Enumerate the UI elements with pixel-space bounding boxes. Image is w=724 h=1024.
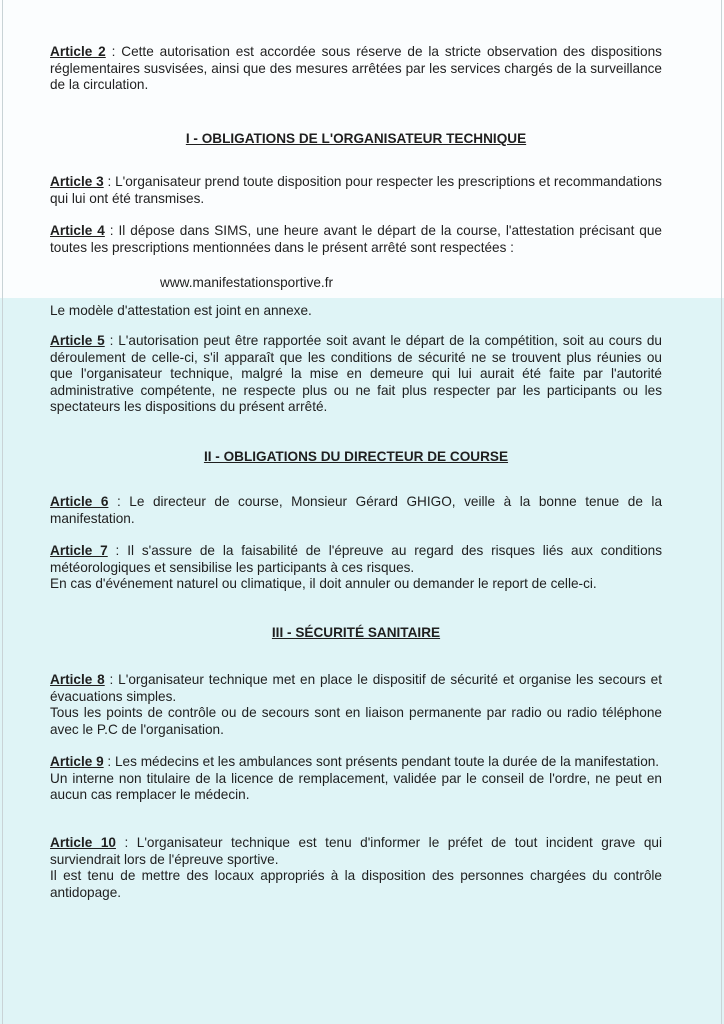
article-3-text: L'organisateur prend toute disposition pour respecter les prescriptions et recommandations qui lui ont été transmises. bbox=[50, 174, 662, 206]
article-10-text: L'organisateur technique est tenu d'informer le préfet de tout incident grave qui surviendrait lors de l'épreuve sportive. bbox=[50, 835, 662, 867]
article-4-note bbox=[50, 303, 662, 320]
article-2-label: Article 2 bbox=[50, 44, 106, 59]
section-1-title: I - OBLIGATIONS DE L'ORGANISATEUR TECHNIQUE bbox=[185, 131, 527, 146]
article-7 bbox=[50, 543, 662, 593]
article-10-separator: : bbox=[115, 835, 137, 850]
article-4-note-text: Le modèle d'attestation est joint en annexe. bbox=[50, 303, 312, 318]
article-4-text: Il dépose dans SIMS, une heure avant le départ de la course, l'attestation précisant que toutes les prescriptions mentionnées dans le présent arrêté sont respectées : bbox=[50, 223, 662, 255]
article-5 bbox=[50, 333, 662, 416]
article-7-separator: : bbox=[107, 543, 128, 558]
article-4-label: Article 4 bbox=[50, 223, 105, 238]
article-8-separator: : bbox=[104, 672, 119, 687]
article-8-label: Article 8 bbox=[50, 672, 105, 687]
article-9-label: Article 9 bbox=[50, 754, 104, 769]
article-6-text: Le directeur de course, Monsieur Gérard GHIGO, veille à la bonne tenue de la manifestation. bbox=[50, 494, 662, 526]
article-9 bbox=[50, 754, 662, 804]
article-3-label: Article 3 bbox=[50, 174, 104, 189]
page-right-edge bbox=[721, 0, 722, 1024]
article-6 bbox=[50, 494, 662, 527]
article-10-text-2: Il est tenu de mettre des locaux appropriés à la disposition des personnes chargées du contrôle antidopage. bbox=[50, 868, 662, 900]
section-3-title: III - SÉCURITÉ SANITAIRE bbox=[271, 625, 441, 640]
article-8 bbox=[50, 672, 662, 738]
article-7-text: Il s'assure de la faisabilité de l'épreuve au regard des risques liés aux conditions météorologiques et sensibilise les participants à ces risques. bbox=[50, 543, 662, 575]
attestation-url: www.manifestationsportive.fr bbox=[160, 275, 334, 290]
article-6-label: Article 6 bbox=[50, 494, 109, 509]
article-10 bbox=[50, 835, 662, 901]
article-3 bbox=[50, 174, 662, 207]
article-4-separator: : bbox=[104, 223, 119, 238]
article-5-text: L'autorisation peut être rapportée soit avant le départ de la compétition, soit au cours du déroulement de celle-ci, s'il apparaît que les conditions de sécurité ne se trouvent plus réunies ou que l'organisateur technique, malgré la mise en demeure qui lui aurait été faite par l'autorité administrative compétente, ne respecte plus ou ne fait plus respecter par les participants ou les spectateurs les dispositions du présent arrêté. bbox=[50, 333, 662, 415]
page-left-edge bbox=[2, 0, 3, 1024]
article-4 bbox=[50, 223, 662, 256]
article-2-text: Cette autorisation est accordée sous réserve de la stricte observation des dispositions réglementaires susvisées, ainsi que des mesures arrêtées par les services chargés de la surveillance de la circulation. bbox=[50, 44, 662, 93]
article-9-text-2: Un interne non titulaire de la licence de remplacement, validée par le conseil de l'ordre, ne peut en aucun cas remplacer le médecin. bbox=[50, 770, 662, 803]
article-9-separator: : bbox=[103, 754, 115, 769]
article-2-separator: : bbox=[105, 44, 122, 59]
article-7-text-2: En cas d'événement naturel ou climatique, il doit annuler ou demander le report de celle-ci. bbox=[50, 576, 597, 592]
article-10-label: Article 10 bbox=[50, 835, 116, 850]
article-6-separator: : bbox=[108, 494, 130, 509]
article-5-label: Article 5 bbox=[50, 333, 105, 348]
section-2-title: II - OBLIGATIONS DU DIRECTEUR DE COURSE bbox=[203, 449, 509, 464]
article-7-label: Article 7 bbox=[50, 543, 108, 558]
article-8-text: L'organisateur technique met en place le dispositif de sécurité et organise les secours et évacuations simples. bbox=[50, 672, 662, 704]
article-5-separator: : bbox=[104, 333, 119, 348]
article-3-separator: : bbox=[103, 174, 116, 189]
article-9-text: Les médecins et les ambulances sont présents pendant toute la durée de la manifestation. bbox=[115, 754, 660, 769]
article-8-text-2: Tous les points de contrôle ou de secours sont en liaison permanente par radio ou radio téléphone avec le P.C de l'organisation. bbox=[50, 705, 662, 737]
article-2 bbox=[50, 44, 662, 94]
